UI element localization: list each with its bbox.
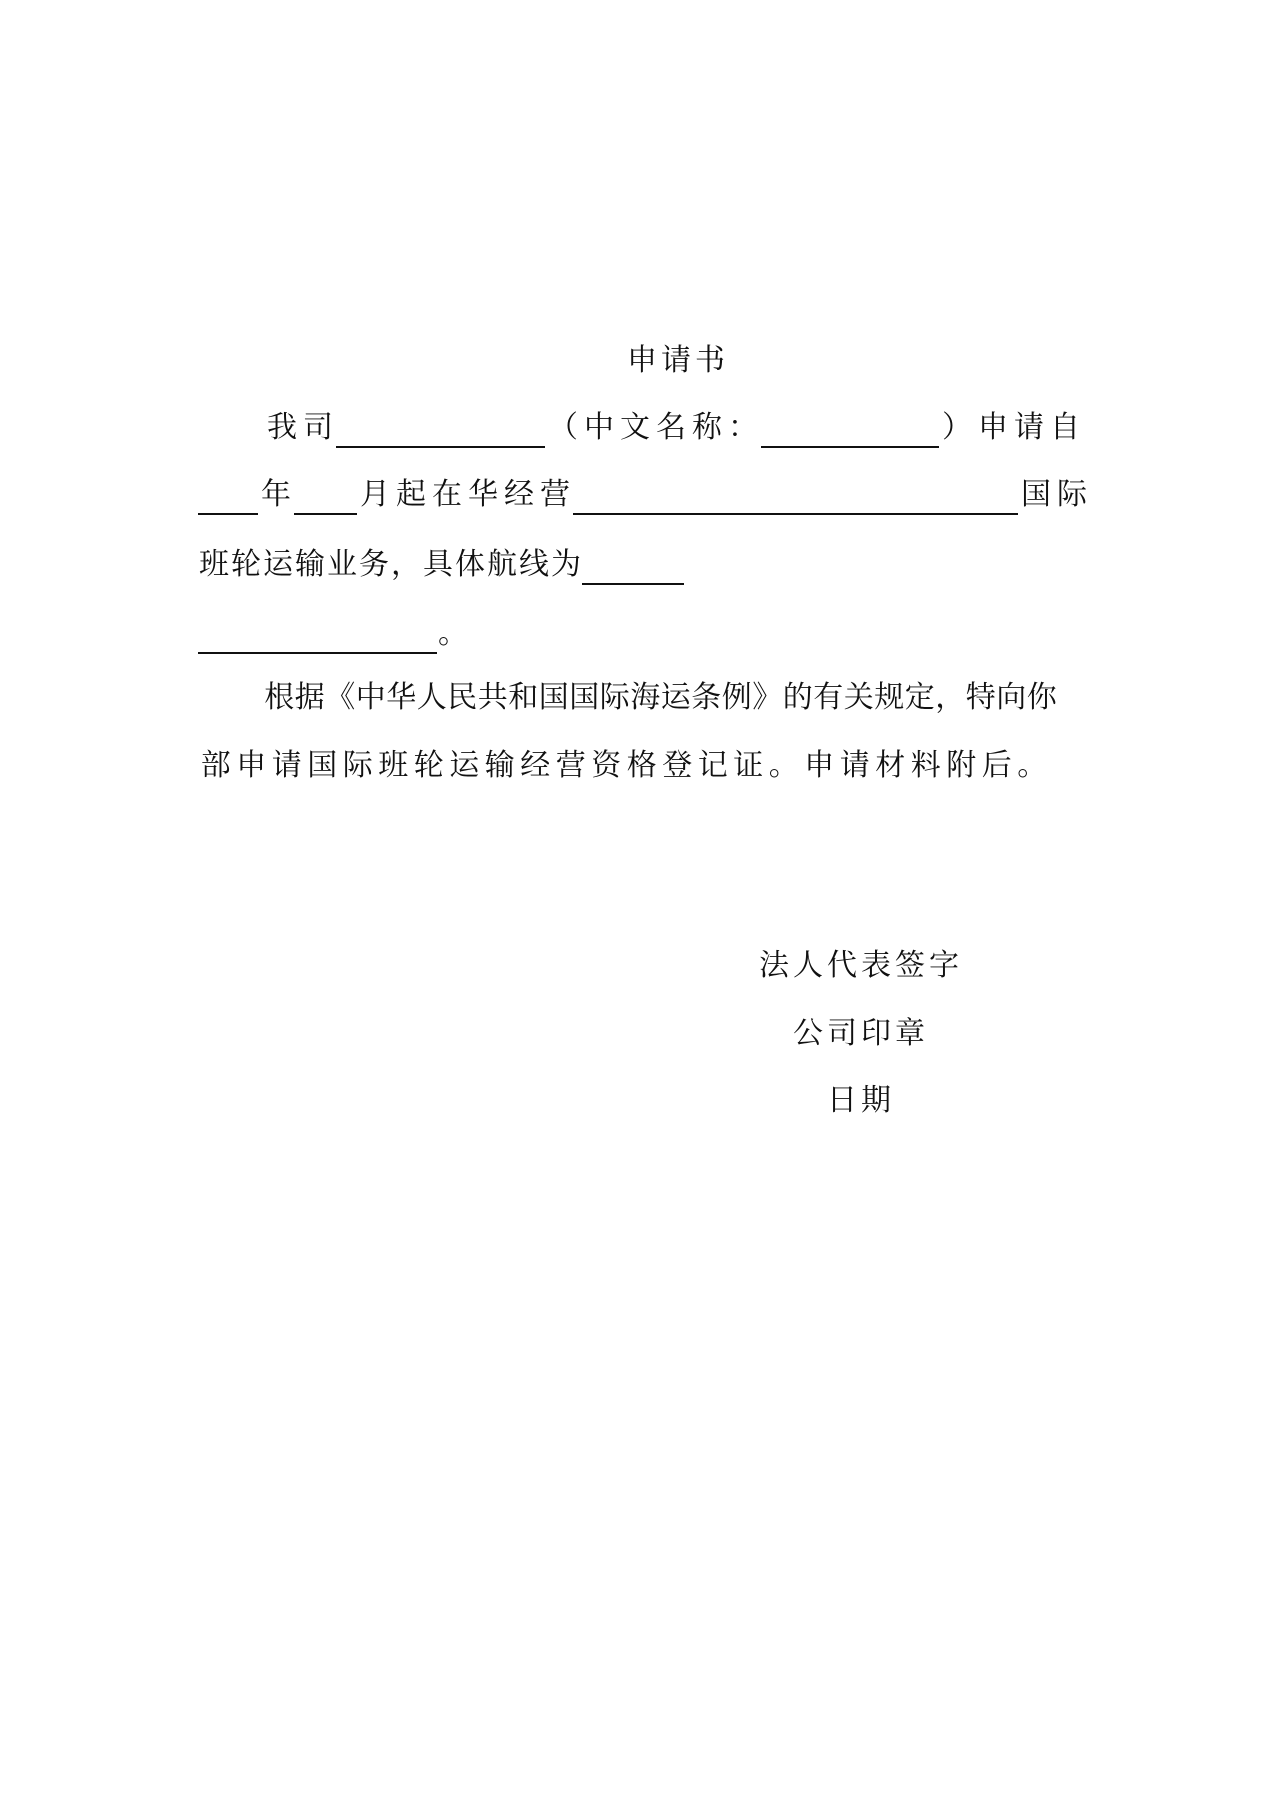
text: 根 据 《 中 华 人 民 共 和 国 国 际 海 运 条 例 》 的 有 关 规 定 ， 特 向 你 xyxy=(264,680,1057,715)
paragraph1-line4 xyxy=(198,614,1094,654)
route-blank[interactable] xyxy=(582,551,684,585)
text: 班 轮 运 输 业 务 ， 具 体 航 线 为 xyxy=(199,547,581,582)
paragraph2-line1 xyxy=(198,678,1094,718)
text: 年 xyxy=(261,477,291,512)
text: 月 起 在 华 经 营 xyxy=(360,477,570,512)
text: 我 司 xyxy=(267,410,333,445)
route-blank-continued[interactable] xyxy=(198,620,437,654)
company-name-blank[interactable] xyxy=(336,414,545,448)
paragraph1-line3 xyxy=(198,545,1094,585)
legal-representative-signature: 法人代表签字 xyxy=(759,948,963,983)
text: 国 际 xyxy=(1021,477,1087,512)
chinese-name-blank[interactable] xyxy=(761,414,939,448)
text: ） 申 请 自 xyxy=(942,410,1080,445)
company-seal: 公司印章 xyxy=(793,1016,929,1051)
paragraph1-line2 xyxy=(198,475,1094,515)
paragraph1-line1 xyxy=(198,408,1094,448)
month-blank[interactable] xyxy=(294,481,357,515)
date-label: 日期 xyxy=(827,1083,895,1118)
document-title: 申请书 xyxy=(627,343,729,378)
text: 。 xyxy=(438,616,468,651)
text: （ 中 文 名 称 ： xyxy=(548,410,758,445)
paragraph2-line2 xyxy=(198,746,1094,786)
business-blank[interactable] xyxy=(573,481,1018,515)
text: 部 申 请 国 际 班 轮 运 输 经 营 资 格 登 记 证 。 申 请 材 料 附 后 。 xyxy=(200,748,1048,783)
year-blank[interactable] xyxy=(198,481,258,515)
